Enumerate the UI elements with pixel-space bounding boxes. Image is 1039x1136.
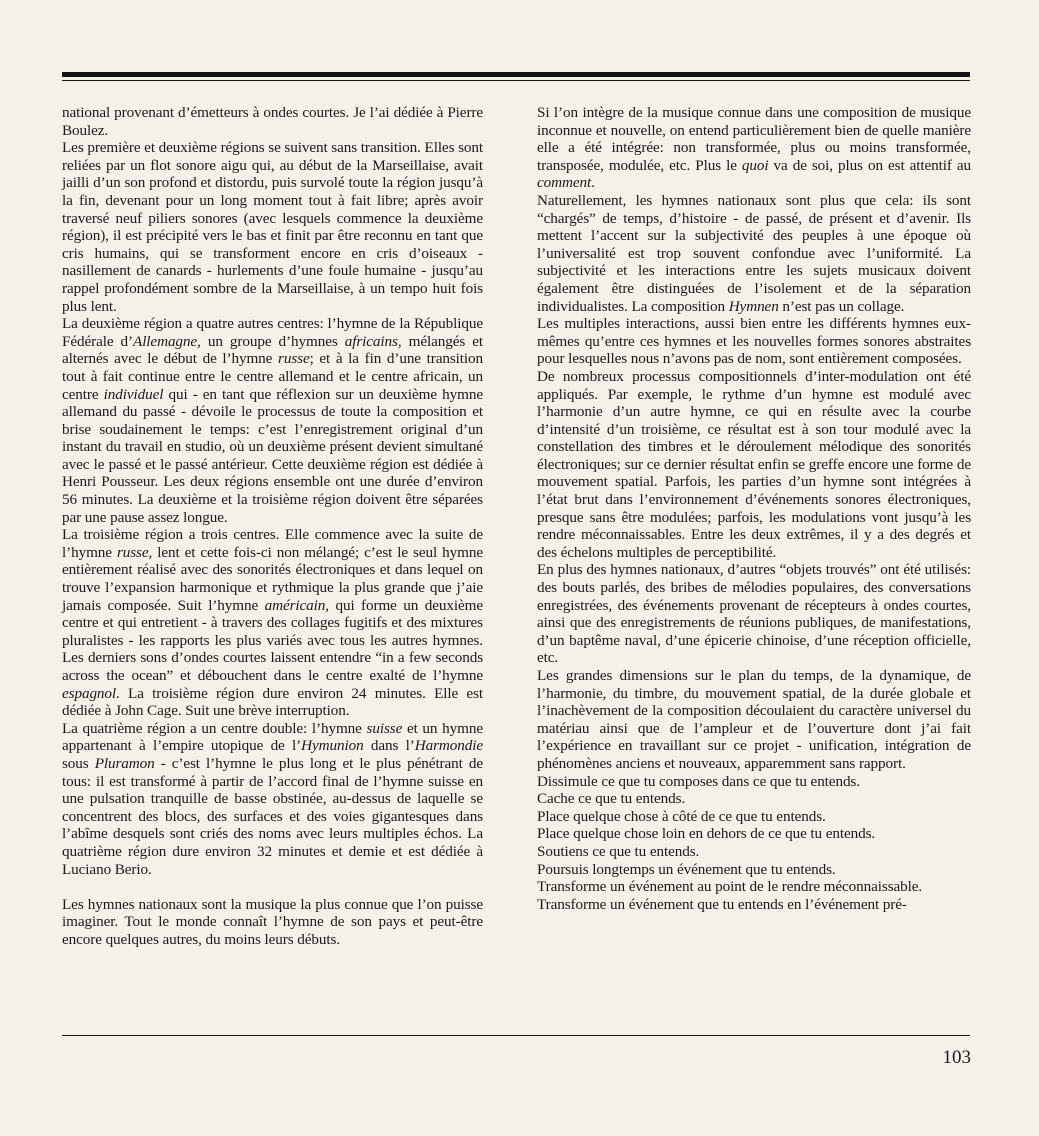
paragraph: Les multiples interactions, aussi bien entre les différents hymnes eux-mêmes qu’entre ces hymnes et les nouvelles formes sonores abstraites pour lesquelles nous n’avons pas de nom, sont entièrement composées.: [537, 315, 971, 368]
instruction-line: Transforme un événement que tu entends en l’événement pré-: [537, 895, 907, 913]
instruction-line: Cache ce que tu entends.: [537, 790, 686, 808]
right-column: [537, 104, 971, 913]
header-rule-thin: [62, 80, 970, 81]
instruction-line: Transforme un événement au point de le rendre méconnaissable.: [537, 878, 923, 896]
paragraph: De nombreux processus compositionnels d’inter-modulation ont été appliqués. Par exemple, le rythme d’un hymne est modulé avec l’harmonie d’un autre hymne, ce qui en résulte avec la courbe d’intensité d’un troisième, ce résultat est à son tour modulé avec la constellation des timbres et le déroulement mélodique des sonorités électroniques; sur ce dernier résultat enfin se greffe encore une forme de mouvement spatial. Parfois, les parties d’un hymne sont intégrées à l’état brut dans l’environnement d’événements sonores électroniques, presque sans être modulées; parfois, les modulations vont jusqu’à les rendre méconnaissables. Entre les deux extrêmes, il y a des degrés et des échelons multiples de perceptibilité.: [537, 367, 971, 561]
instruction-line: Place quelque chose à côté de ce que tu entends.: [537, 807, 826, 825]
paragraph: Les première et deuxième régions se suivent sans transition. Elles sont reliées par un flot sonore aigu qui, au début de la Marseillaise, avait jailli d’un son profond et distordu, puis survolé toute la région jusqu’à la fin, devenant pour un long moment tout à fait libre; après avoir traversé neuf piliers sonores (avec lesquels commence la deuxième région), il est précipité vers le bas et finit par être reconnu en tant que cris humains, qui se transforment encore en cris d’oiseaux - nasillement de canards - hurlements d’une foule humaine - jusqu’au rappel profondément sombre de la Marseillaise, à un tempo huit fois plus lent.: [62, 139, 483, 315]
footer-rule: [62, 1035, 970, 1036]
paragraph: Les hymnes nationaux sont la musique la plus connue que l’on puisse imaginer. Tout le monde connaît l’hymne de son pays et peut-être encore quelques autres, du moins leurs débuts.: [62, 895, 483, 948]
paragraph: Naturellement, les hymnes nationaux sont plus que cela: ils sont “chargés” de temps, d’histoire - de passé, de présent et d’avenir. Ils mettent l’accent sur la subjectivité des peuples à une époque où l’universalité est trop souvent confondue avec l’uniformité. La subjectivité et les interactions entre les sujets musicaux doivent également être distinguées de l’isolement et de la séparation individualistes. La composition Hymnen n’est pas un collage.: [537, 191, 971, 315]
paragraph: national provenant d’émetteurs à ondes courtes. Je l’ai dédiée à Pierre Boulez.: [62, 104, 483, 139]
page-number: 103: [942, 1047, 971, 1068]
paragraph: Si l’on intègre de la musique connue dans une composition de musique inconnue et nouvelle, on entend particulièrement bien de quelle manière elle a été intégrée: non transformée, plus ou moins transformée, transposée, modulée, etc. Plus le quoi va de soi, plus on est attentif au comment.: [537, 104, 971, 192]
instruction-line: Soutiens ce que tu entends.: [537, 842, 700, 860]
instruction-line: Poursuis longtemps un événement que tu entends.: [537, 860, 836, 878]
left-column: [62, 104, 483, 949]
paragraph: La deuxième région a quatre autres centres: l’hymne de la République Fédérale d’Allemagne, un groupe d’hymnes africains, mélangés et alternés avec le début de l’hymne russe; et à la fin d’une transition tout à fait continue entre le centre allemand et le centre africain, un centre individuel qui - en tant que réflexion sur un deuxième hymne allemand du passé - dévoile le processus de toute la composition et brise soudainement le temps: c’est l’enregistrement original d’un instant du travail en studio, où un deuxième présent devient simultané avec le passé et le passé antérieur. Cette deuxième région est dédiée à Henri Pousseur. Les deux régions ensemble ont une durée d’environ 56 minutes. La deuxième et la troisième région doivent être séparées par une pause assez longue.: [62, 315, 484, 526]
instruction-line: Dissimule ce que tu composes dans ce que tu entends.: [537, 772, 860, 790]
paragraph: La troisième région a trois centres. Elle commence avec la suite de l’hymne russe, lent et cette fois-ci non mélangé; c’est le seul hymne entièrement réalisé avec des sonorités électroniques et dans lequel on trouve l’expansion harmonique et rythmique la plus grande que j’aie jamais composée. Suit l’hymne américain, qui forme un deuxième centre et qui entretient - à travers des collages fugitifs et des mixtures pluralistes - les rapports les plus variés avec tous les autres hymnes. Les derniers sons d’ondes courtes laissent entendre “in a few seconds across the ocean” et débouchent dans le centre exalté de l’hymne espagnol. La troisième région dure environ 24 minutes. Elle est dédiée à John Cage. Suit une brève interruption.: [62, 526, 483, 720]
paragraph: Les grandes dimensions sur le plan du temps, de la dynamique, de l’harmonie, du timbre, du mouvement spatial, de la durée globale et l’inachèvement de la composition découlaient du caractère universel du matériau ainsi que de l’ampleur et de l’ouverture dont j’ai fait l’expérience en travaillant sur ce projet - unification, intégration de phénomènes anciens et nouveaux, apparemment sans rapport.: [537, 667, 971, 772]
instruction-line: Place quelque chose loin en dehors de ce que tu entends.: [537, 825, 876, 843]
paragraph: La quatrième région a un centre double: l’hymne suisse et un hymne appartenant à l’empire utopique de l’Hymunion dans l’Harmondie sous Pluramon - c’est l’hymne le plus long et le plus pénétrant de tous: il est transformé à partir de l’accord final de l’hymne suisse en une pulsation tranquille de basse obstinée, au-dessus de laquelle se concentrent des blocs, des surfaces et des voies gigantesques dans l’abîme desquels sont criés des noms avec leurs multiples échos. La quatrième région dure environ 32 minutes et demie et est dédiée à Luciano Berio.: [62, 719, 483, 878]
paragraph: En plus des hymnes nationaux, d’autres “objets trouvés” ont été utilisés: des bouts parlés, des bribes de mélodies populaires, des conversations enregistrées, des événements provenant de récepteurs à ondes courtes, ainsi que des enregistrements de réunions publiques, de manifestations, d’un baptême naval, d’une épicerie chinoise, d’une réception officielle, etc.: [537, 561, 971, 667]
header-rule-thick: [62, 72, 970, 77]
